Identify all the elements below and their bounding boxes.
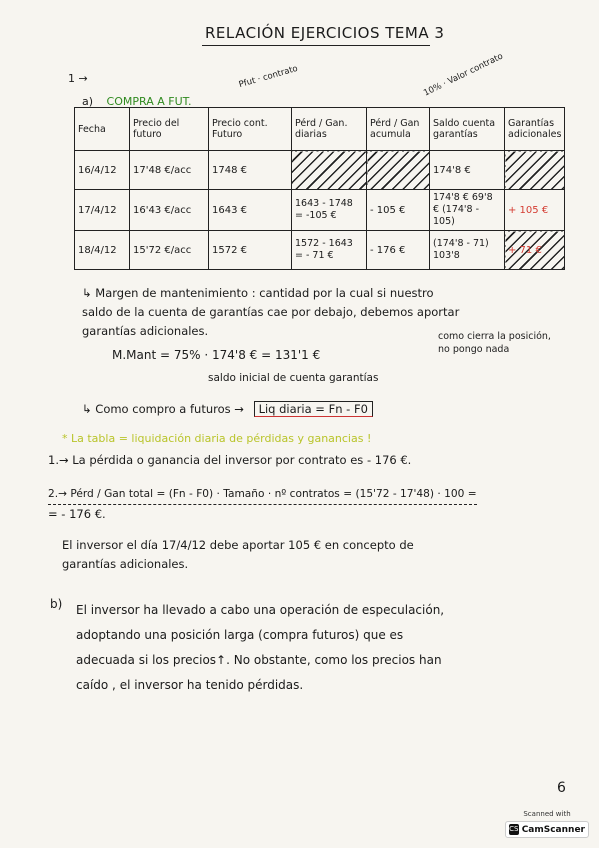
part-b-label: b) [50, 597, 63, 611]
col-header-precio-cont: Precio cont. Futuro [209, 108, 292, 151]
col-header-fecha: Fecha [75, 108, 130, 151]
part-a-title: COMPRA A FUT. [106, 95, 192, 108]
cell-precio-cont: 1572 € [209, 231, 292, 270]
additional-guarantee-paragraph [62, 536, 414, 574]
answer-2 [48, 484, 477, 524]
watermark-badge [505, 821, 589, 838]
cell-garantias-hatched [505, 151, 565, 190]
answer-1: 1.→ La pérdida o ganancia del inversor por contrato es - 176 €. [48, 453, 412, 467]
futures-settlement-line [82, 402, 373, 416]
cell-saldo: 174'8 € [430, 151, 505, 190]
cell-saldo: (174'8 - 71) 103'8 [430, 231, 505, 270]
cell-precio-cont: 1748 € [209, 151, 292, 190]
col-header-saldo: Saldo cuenta garantías [430, 108, 505, 151]
table-header-row [75, 108, 565, 151]
closing-side-note: como cierra la posición, no pongo nada [438, 331, 551, 355]
part-b-answer [76, 598, 444, 698]
cell-fecha: 18/4/12 [75, 231, 130, 270]
annotation-valor-contrato: 10% · Valor contrato [422, 51, 505, 99]
page-number-mark: 6 [557, 780, 566, 796]
watermark-caption: Scanned with [523, 810, 571, 818]
cell-garantias: + 105 € [505, 190, 565, 231]
table-row [75, 231, 565, 270]
margin-line-2: saldo de la cuenta de garantías cae por debajo, debemos aportar [82, 305, 460, 319]
cell-acumula-hatched [367, 151, 430, 190]
table-row [75, 151, 565, 190]
table-row [75, 190, 565, 231]
camscanner-icon: CS [509, 825, 519, 833]
margin-definition [82, 284, 459, 341]
paragraph-line-1: El inversor el día 17/4/12 debe aportar 105 € en concepto de [62, 538, 414, 552]
futures-lead-text: ↳ Como compro a futuros → [82, 402, 244, 416]
cell-garantias-struck: + 71 € [505, 231, 565, 270]
cell-acumula: - 105 € [367, 190, 430, 231]
cell-fecha: 17/4/12 [75, 190, 130, 231]
col-header-garantias: Garantías adicionales [505, 108, 565, 151]
cell-saldo: 174'8 € 69'8 € (174'8 - 105) [430, 190, 505, 231]
answer-2-line-1: 2.→ Pérd / Gan total = (Fn - F0) · Tamaño · nº contratos = (15'72 - 17'48) · 100 = [48, 485, 477, 505]
daily-settlement-table [74, 107, 565, 270]
part-b-line-4: caído , el inversor ha tenido pérdidas. [76, 678, 304, 692]
cell-acumula: - 176 € [367, 231, 430, 270]
cell-precio: 16'43 €/acc [130, 190, 209, 231]
title-underline [202, 45, 430, 46]
annotation-pfut-contrato: Pfut · contrato [237, 63, 299, 91]
page-title: RELACIÓN EJERCICIOS TEMA 3 [205, 24, 445, 42]
exercise-1-label: 1 → [68, 72, 88, 85]
answer-2-line-2: = - 176 €. [48, 507, 106, 521]
cell-precio-cont: 1643 € [209, 190, 292, 231]
cell-diarias: 1572 - 1643 = - 71 € [292, 231, 367, 270]
cell-diarias-hatched [292, 151, 367, 190]
part-b-line-2: adoptando una posición larga (compra futuros) que es [76, 628, 404, 642]
margin-line-1: ↳ Margen de mantenimiento : cantidad por la cual si nuestro [82, 286, 434, 300]
cell-diarias: 1643 - 1748 = -105 € [292, 190, 367, 231]
part-b-line-3: adecuada si los precios↑. No obstante, como los precios han [76, 653, 442, 667]
part-b-line-1: El inversor ha llevado a cabo una operación de especulación, [76, 603, 445, 617]
margin-line-3: garantías adicionales. [82, 324, 209, 338]
margin-formula: M.Mant = 75% · 174'8 € = 131'1 € [112, 348, 321, 362]
cell-fecha: 16/4/12 [75, 151, 130, 190]
watermark-brand: CamScanner [521, 824, 585, 835]
col-header-acumula: Pérd / Gan acumula [367, 108, 430, 151]
cell-precio: 15'72 €/acc [130, 231, 209, 270]
highlight-note: * La tabla = liquidación diaria de pérdidas y ganancias ! [62, 432, 372, 445]
col-header-diarias: Pérd / Gan. diarias [292, 108, 367, 151]
col-header-precio: Precio del futuro [130, 108, 209, 151]
part-a-label: a) [82, 95, 94, 108]
paragraph-line-2: garantías adicionales. [62, 557, 189, 571]
daily-settlement-formula: Liq diaria = Fn - F0 [254, 401, 373, 417]
margin-formula-note: saldo inicial de cuenta garantías [208, 372, 379, 384]
camscanner-watermark [505, 810, 589, 842]
cell-precio: 17'48 €/acc [130, 151, 209, 190]
